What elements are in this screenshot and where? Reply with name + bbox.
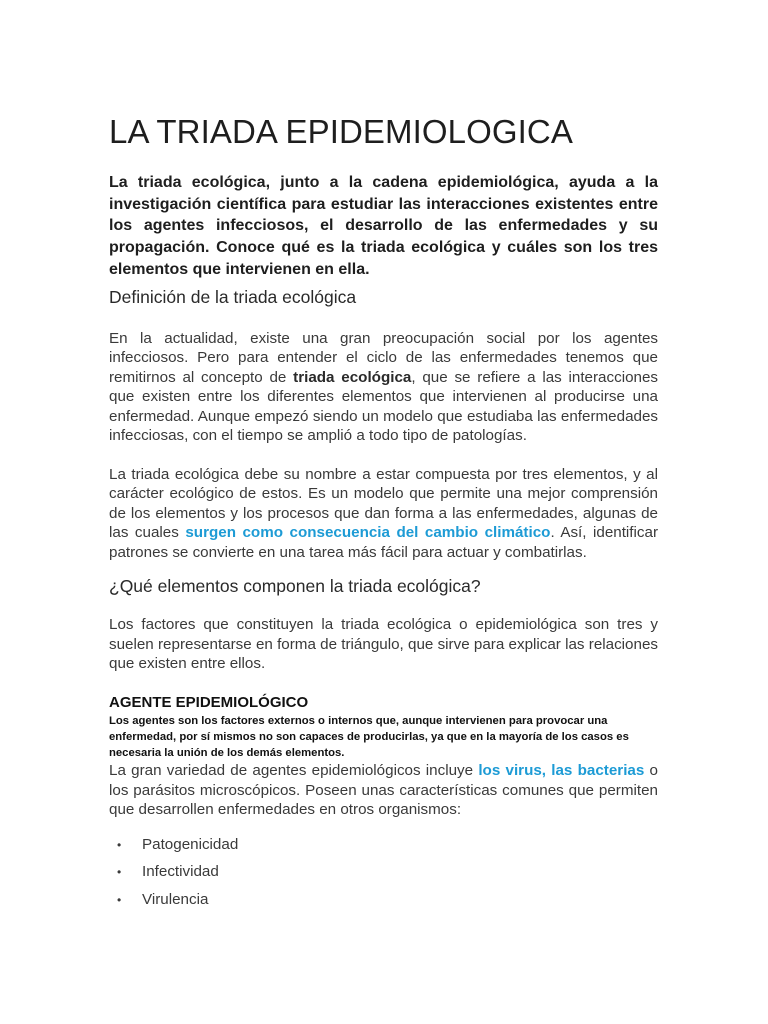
list-item bbox=[109, 890, 658, 918]
list-item bbox=[109, 862, 658, 890]
section-heading-definicion: Definición de la triada ecológica bbox=[109, 286, 357, 307]
bullet-icon: • bbox=[117, 892, 122, 907]
text-run: . Así, identificar patrones se convierte en una tarea más fácil para actuar y combatirlas. bbox=[109, 524, 658, 561]
link-virus-bacterias[interactable]: los virus, las bacterias bbox=[478, 762, 645, 780]
list-item-label: Patogenicidad bbox=[142, 835, 239, 853]
definicion-paragraph-2 bbox=[109, 465, 658, 563]
list-item bbox=[109, 835, 658, 863]
term-triada-ecologica: triada ecológica bbox=[293, 368, 412, 386]
text-run: La gran variedad de agentes epidemiológicos incluye bbox=[109, 762, 479, 780]
article bbox=[109, 112, 658, 917]
definicion-paragraph-1 bbox=[109, 329, 658, 446]
characteristics-list bbox=[109, 835, 658, 918]
list-item-label: Infectividad bbox=[142, 863, 219, 881]
link-cambio-climatico[interactable]: surgen como consecuencia del cambio climático bbox=[185, 524, 551, 542]
elementos-paragraph: Los factores que constituyen la triada ecológica o epidemiológica son tres y suelen representarse en forma de triángulo, que sirve para explicar las relaciones que existen entre ellos. bbox=[109, 616, 658, 673]
page-title: LA TRIADA EPIDEMIOLOGICA bbox=[109, 113, 573, 150]
section-heading-elementos: ¿Qué elementos componen la triada ecológica? bbox=[109, 576, 481, 597]
agente-heading: AGENTE EPIDEMIOLÓGICO bbox=[109, 693, 309, 711]
list-item-label: Virulencia bbox=[142, 890, 209, 908]
agente-paragraph bbox=[109, 761, 658, 820]
agente-note: Los agentes son los factores externos o internos que, aunque intervienen para provocar una enfermedad, por sí mismos no son capaces de producirlas, ya que en la mayoría de los casos es necesaria la unión de los demás elementos. bbox=[109, 714, 629, 760]
text-run: o los parásitos microscópicos. Poseen unas características comunes que permiten que desarrollen enfermedades en otros organismos: bbox=[109, 762, 658, 819]
text-run: En la actualidad, existe una gran preocupación social por los agentes infecciosos. Pero para entender el ciclo de las enfermedades tenemos que remitirnos al concepto de bbox=[109, 329, 658, 386]
bullet-icon: • bbox=[117, 865, 122, 880]
bullet-icon: • bbox=[117, 837, 122, 852]
text-run: , que se refiere a las interacciones que existen entre los diferentes elementos que intervienen al producirse una enfermedad. Aunque empezó siendo un modelo que estudiaba las enfermedades infecciosas, con el tiempo se amplió a todo tipo de patologías. bbox=[109, 368, 658, 445]
intro-paragraph: La triada ecológica, junto a la cadena epidemiológica, ayuda a la investigación científica para estudiar las interacciones existentes entre los agentes infecciosos, el desarrollo de las enfermedades y su propagación. Conoce qué es la triada ecológica y cuáles son los tres elementos que intervienen en ella. bbox=[109, 174, 658, 278]
text-run: La triada ecológica debe su nombre a estar compuesta por tres elementos, y al carácter ecológico de estos. Es un modelo que permite una mejor comprensión de los elementos y los procesos que dan forma a las enfermedades, algunas de las cuales bbox=[109, 465, 658, 542]
